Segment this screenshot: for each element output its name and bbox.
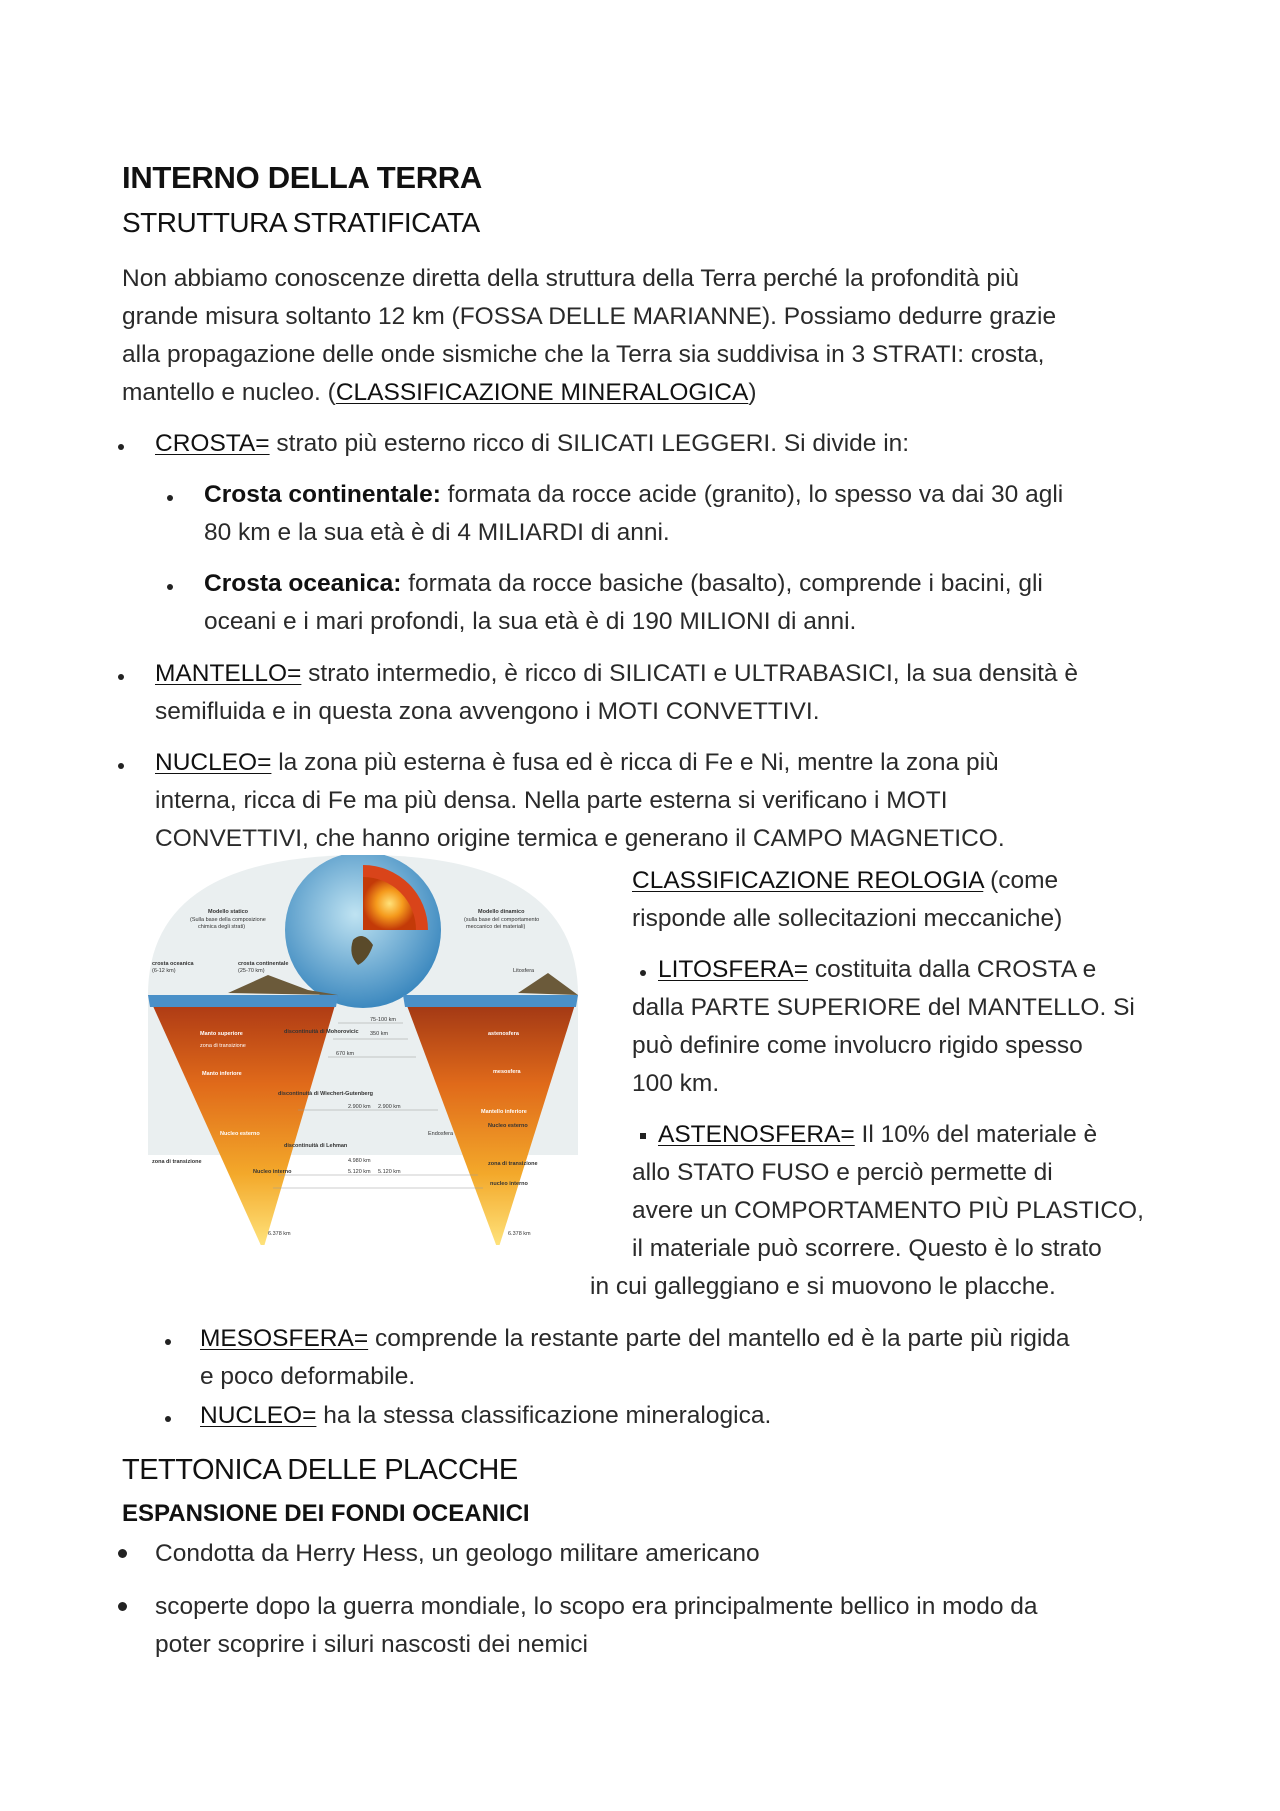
label-lehman: discontinuità di Lehman — [284, 1143, 348, 1149]
label-litosfera: Litosfera — [513, 968, 535, 974]
label-mesosfera: mesosfera — [493, 1069, 521, 1075]
bullet-icon — [118, 444, 124, 450]
list-item-nucleo-reologia: NUCLEO= ha la stessa classificazione mineralogica. — [200, 1402, 772, 1429]
list-item-mesosfera: MESOSFERA= comprende la restante parte del mantello ed è la parte più rigida e poco deformabile. — [200, 1325, 1070, 1390]
section-subheading-espansione: ESPANSIONE DEI FONDI OCEANICI — [122, 1500, 530, 1527]
label-km-350: 350 km — [370, 1031, 389, 1037]
list-item-crosta: CROSTA= strato più esterno ricco di SILICATI LEGGERI. Si divide in: — [155, 430, 910, 457]
label-km-2900-left: 2.900 km — [348, 1104, 371, 1110]
label-km-6378-left: 6.378 km — [268, 1231, 291, 1237]
dynamic-model-sub: (sulla base del comportamento — [464, 917, 540, 923]
bullet-icon — [118, 763, 124, 769]
label-crosta-oceanica-km: (6-12 km) — [152, 968, 176, 974]
astenosfera-continuation: in cui galleggiano e si muovono le placche. — [590, 1273, 1056, 1300]
list-item-crosta-oceanica: Crosta oceanica: formata da rocce basiche (basalto), comprende i bacini, gli oceani e i mari profondi, la sua età è di 190 MILIONI di anni. — [204, 570, 1043, 635]
label-km-6378-right: 6.378 km — [508, 1231, 531, 1237]
bullet-icon — [165, 1416, 171, 1422]
label-km-4980: 4.980 km — [348, 1158, 371, 1164]
static-model-sub: (Sulla base della composizione — [190, 917, 266, 923]
bullet-icon — [167, 495, 173, 501]
label-nucleo-esterno-r: Nucleo esterno — [488, 1123, 528, 1129]
label-crosta-continentale: crosta continentale — [238, 961, 289, 967]
label-endosfera: Endosfera — [428, 1131, 454, 1137]
label-crosta-continentale-km: (25-70 km) — [238, 968, 265, 974]
bullet-icon — [167, 584, 173, 590]
label-gutenberg: discontinuità di Wiechert-Gutenberg — [278, 1091, 373, 1097]
static-model-title: Modello statico — [208, 909, 249, 915]
static-model-sub2: chimica degli strati) — [198, 924, 246, 930]
list-item-litosfera: LITOSFERA= costituita dalla CROSTA e dalla PARTE SUPERIORE del MANTELLO. Si può definire come involucro rigido spesso 100 km. — [632, 956, 1135, 1097]
label-km-670: 670 km — [336, 1051, 355, 1057]
bullet-icon — [165, 1339, 171, 1345]
label-astenosfera: astenosfera — [488, 1031, 519, 1037]
list-item-mantello: MANTELLO= strato intermedio, è ricco di SILICATI e ULTRABASICI, la sua densità è semifluida e in questa zona avvengono i MOTI CONVETTIVI. — [155, 660, 1078, 725]
label-mantello-inferiore-r: Mantello inferiore — [481, 1109, 527, 1115]
list-item-hess: Condotta da Herry Hess, un geologo militare americano — [155, 1540, 760, 1567]
earth-structure-diagram — [138, 855, 588, 1245]
list-item-scoperte: scoperte dopo la guerra mondiale, lo scopo era principalmente bellico in modo da poter scoprire i siluri nascosti dei nemici — [155, 1593, 1038, 1658]
list-item-crosta-continentale: Crosta continentale: formata da rocce acide (granito), lo spesso va dai 30 agli 80 km e la sua età è di 4 MILIARDI di anni. — [204, 481, 1064, 546]
list-item-astenosfera: ASTENOSFERA= Il 10% del materiale è allo STATO FUSO e perciò permette di avere un COMPORTAMENTO PIÙ PLASTICO, il materiale può scorrere. Questo è lo strato — [632, 1121, 1144, 1262]
bullet-icon — [118, 674, 124, 680]
bullet-icon — [118, 1602, 127, 1611]
label-mantello-superiore: Manto superiore — [200, 1031, 243, 1037]
label-zona-transizione-r: zona di transizione — [488, 1161, 538, 1167]
label-km-2900-right: 2.900 km — [378, 1104, 401, 1110]
label-mantello-inferiore: Manto inferiore — [202, 1071, 242, 1077]
label-moho: discontinuità di Mohorovicic — [284, 1029, 359, 1035]
label-km-5120-right: 5.120 km — [378, 1169, 401, 1175]
page-subtitle: STRUTTURA STRATIFICATA — [122, 207, 480, 238]
label-zona-transizione-2: zona di transizione — [152, 1159, 202, 1165]
dynamic-model-title: Modello dinamico — [478, 909, 525, 915]
label-nucleo-interno-r: nucleo interno — [490, 1181, 528, 1187]
label-km-75: 75-100 km — [370, 1017, 396, 1023]
page-title: INTERNO DELLA TERRA — [122, 160, 482, 195]
reologia-heading: CLASSIFICAZIONE REOLOGIA (come risponde alle sollecitazioni meccaniche) — [632, 867, 1063, 932]
label-crosta-oceanica: crosta oceanica — [152, 961, 194, 967]
label-zona-transizione: zona di transizione — [200, 1043, 246, 1049]
label-nucleo-interno: Nucleo interno — [253, 1169, 292, 1175]
section-heading-tettonica: TETTONICA DELLE PLACCHE — [122, 1454, 518, 1486]
label-nucleo-esterno: Nucleo esterno — [220, 1131, 260, 1137]
label-km-5120-left: 5.120 km — [348, 1169, 371, 1175]
list-item-nucleo: NUCLEO= la zona più esterna è fusa ed è ricca di Fe e Ni, mentre la zona più interna, ricca di Fe ma più densa. Nella parte esterna si verificano i MOTI CONVETTIVI, che hanno origine termica e generano il CAMPO MAGNETICO. — [155, 749, 1005, 852]
intro-paragraph: Non abbiamo conoscenze diretta della struttura della Terra perché la profondità più grande misura soltanto 12 km (FOSSA DELLE MARIANNE). Possiamo dedurre grazie alla propagazione delle onde sismiche che la Terra sia suddivisa in 3 STRATI: crosta, mantello e nucleo. (CLASSIFICAZIONE MINERALOGICA) — [122, 265, 1057, 406]
dynamic-model-sub2: meccanico dei materiali) — [466, 924, 526, 930]
bullet-icon — [118, 1549, 127, 1558]
